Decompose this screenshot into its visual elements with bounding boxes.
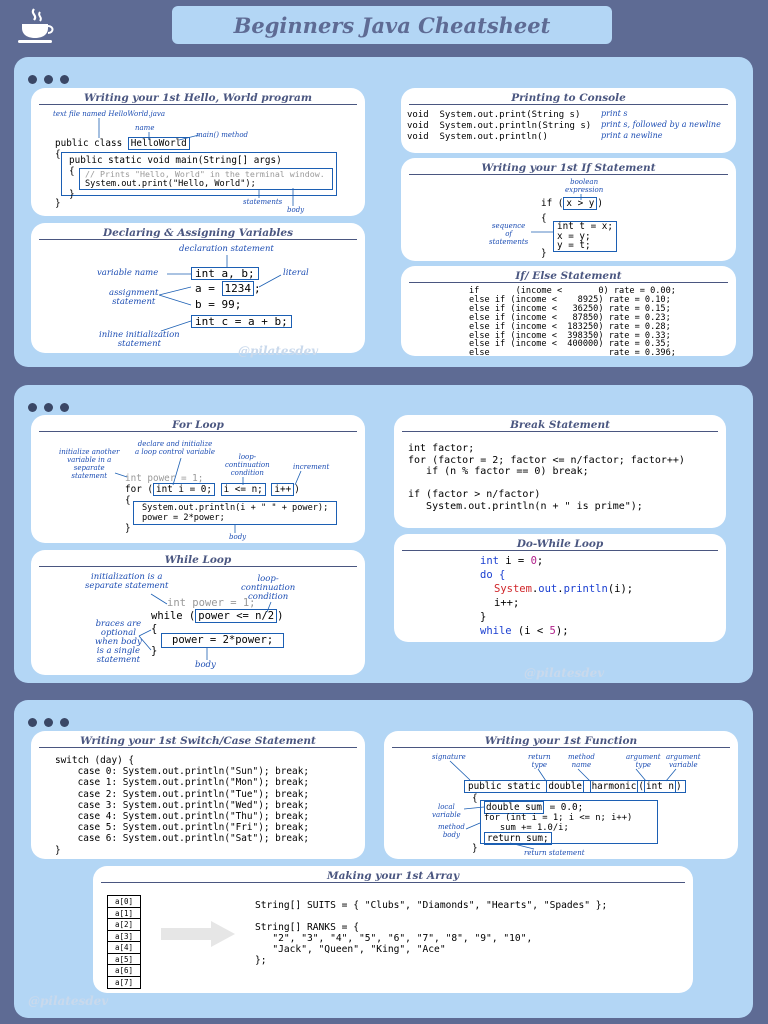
card-while-loop bbox=[31, 550, 365, 675]
return-type-box: double bbox=[548, 781, 582, 792]
code-text: { bbox=[69, 166, 75, 177]
array-cell: a[0] bbox=[108, 896, 140, 908]
card-if-else bbox=[401, 266, 736, 356]
panel-advanced bbox=[14, 700, 753, 1018]
code-text: ) bbox=[277, 610, 284, 622]
code-signature bbox=[464, 780, 686, 793]
code-text: { bbox=[541, 213, 547, 224]
page-title: Beginners Java Cheatsheet bbox=[233, 12, 551, 38]
window-dots bbox=[28, 397, 76, 416]
method-name-box: harmonic bbox=[591, 781, 637, 792]
card-title: Making your 1st Array bbox=[101, 866, 685, 883]
code-text: { bbox=[472, 793, 478, 804]
code-text: } bbox=[125, 523, 131, 534]
code-text: . bbox=[531, 583, 539, 595]
window-dots bbox=[28, 69, 76, 88]
code-text: ) bbox=[597, 198, 603, 209]
array-cell: a[5] bbox=[108, 954, 140, 966]
note-return-statement: return statement bbox=[524, 849, 585, 857]
note-return-type: return type bbox=[528, 753, 551, 769]
code-main-signature: public static void main(String[] args) bbox=[69, 155, 282, 166]
code-for: for (int i = 1; i <= n; i++) sum += 1.0/i; bbox=[484, 813, 633, 833]
code-local-var bbox=[484, 802, 583, 813]
code-inline: int c = a + b; bbox=[191, 315, 292, 328]
print-desc: print s, followed by a newline bbox=[601, 120, 721, 129]
note-arg-var: argument variable bbox=[666, 753, 701, 769]
code-text: ); bbox=[555, 625, 569, 637]
code-swap: int t = x; x = y; y = t; bbox=[553, 221, 617, 252]
card-declaring-variables bbox=[31, 223, 365, 353]
page-title-bar bbox=[172, 6, 612, 44]
card-title: Declaring & Assigning Variables bbox=[39, 223, 357, 240]
note-file: text file named HelloWorld.java bbox=[53, 110, 166, 118]
argument-box: int n bbox=[645, 781, 674, 792]
card-do-while bbox=[394, 534, 726, 642]
card-if-statement bbox=[401, 158, 736, 261]
code-text: public static bbox=[468, 781, 547, 792]
watermark: @pilatesdev bbox=[524, 666, 605, 680]
card-hello-world bbox=[31, 88, 365, 216]
card-title: If/ Else Statement bbox=[409, 266, 728, 283]
card-for-loop bbox=[31, 415, 365, 543]
code-text: = 0.0; bbox=[543, 802, 584, 813]
code-class-line bbox=[55, 138, 190, 149]
print-row bbox=[407, 121, 721, 132]
number: 0 bbox=[530, 555, 537, 567]
code-text: i = bbox=[498, 555, 531, 567]
code-text: System bbox=[494, 583, 532, 595]
code-text: out bbox=[538, 583, 558, 595]
note-condition: loop- continuation condition bbox=[241, 574, 296, 602]
array-cell: a[6] bbox=[108, 965, 140, 977]
code-dowhile-l6 bbox=[480, 624, 569, 638]
code-text: } bbox=[55, 198, 61, 209]
panel-loops bbox=[14, 385, 753, 683]
code-body: System.out.println(i + " " + power); power = 2*power; bbox=[133, 501, 337, 525]
note-arg-type: argument type bbox=[626, 753, 661, 769]
array-cell: a[2] bbox=[108, 919, 140, 931]
local-variable-box: double sum bbox=[486, 802, 542, 813]
code-assign-a bbox=[195, 283, 261, 294]
note-literal: literal bbox=[283, 268, 309, 278]
code-dowhile-l3 bbox=[494, 582, 633, 596]
code-text: ; bbox=[254, 282, 261, 295]
code-text: (i); bbox=[607, 583, 634, 595]
code-text: while ( bbox=[151, 610, 196, 622]
watermark: @pilatesdev bbox=[28, 994, 109, 1008]
card-array bbox=[93, 866, 693, 993]
note-method-body: method body bbox=[438, 823, 465, 839]
note-main: main() method bbox=[196, 131, 249, 139]
array-diagram bbox=[107, 895, 141, 989]
card-title: Writing your 1st Hello, World program bbox=[39, 88, 357, 105]
array-cell: a[1] bbox=[108, 908, 140, 920]
card-title: While Loop bbox=[39, 550, 357, 567]
code-break: int factor; for (factor = 2; factor <= n/factor; factor++) if (n % factor == 0) break; if (factor > n/factor) System.out.println(n + " is prime"); bbox=[408, 443, 685, 512]
code-init: int power = 1; bbox=[125, 473, 204, 484]
literal-value: 1234 bbox=[222, 281, 255, 296]
code-for-line bbox=[125, 484, 300, 495]
code-array: String[] SUITS = { "Clubs", "Diamonds", "Hearts", "Spades" }; String[] RANKS = { "2", "3", "4", "5", "6", "7", "8", "9", "10", "Jack", "Queen", "King", "Ace" }; bbox=[255, 900, 608, 966]
print-rows bbox=[407, 110, 721, 143]
java-coffee-cup-icon bbox=[14, 6, 58, 46]
note-statements: statements bbox=[243, 198, 283, 206]
code-text: for ( bbox=[125, 484, 153, 495]
code-text: ) bbox=[294, 484, 300, 495]
note-inline-init: inline initialization statement bbox=[99, 330, 180, 349]
card-title: Break Statement bbox=[402, 415, 718, 432]
code-return: return sum; bbox=[484, 832, 552, 845]
code-assign-b: b = 99; bbox=[195, 298, 242, 311]
window-dots bbox=[28, 712, 76, 731]
code-text: } bbox=[69, 189, 75, 200]
array-cell: a[3] bbox=[108, 931, 140, 943]
watermark: @pilatesdev bbox=[238, 344, 319, 358]
note-name: name bbox=[135, 124, 155, 132]
code-text: { bbox=[55, 149, 61, 160]
arrow-right-icon bbox=[161, 921, 237, 951]
card-function bbox=[384, 731, 738, 859]
card-printing-console bbox=[401, 88, 736, 153]
code-while-line bbox=[151, 611, 283, 622]
code-text: ) bbox=[675, 781, 682, 792]
note-method-name: method name bbox=[568, 753, 595, 769]
note-body: body bbox=[195, 660, 216, 670]
code-text: } bbox=[472, 843, 478, 854]
print-row bbox=[407, 132, 721, 143]
note-braces: braces are optional when body is a single statement bbox=[95, 619, 142, 665]
note-boolean: boolean expression bbox=[565, 178, 604, 194]
code-print: System.out.print("Hello, World"); bbox=[85, 179, 256, 189]
note-signature: signature bbox=[432, 753, 466, 761]
code-text: a = bbox=[195, 282, 222, 295]
increment-box: i++ bbox=[271, 483, 294, 496]
code-text: . bbox=[557, 583, 564, 595]
card-title: Do-While Loop bbox=[402, 534, 718, 551]
code-dowhile-l1 bbox=[480, 554, 543, 568]
note-declare: declare and initialize a loop control variable bbox=[135, 440, 216, 456]
note-init: initialization is a separate statement bbox=[85, 572, 169, 591]
card-switch-case bbox=[31, 731, 365, 859]
code-text: (i < bbox=[511, 625, 550, 637]
code-text: { bbox=[125, 495, 131, 506]
card-title: For Loop bbox=[39, 415, 357, 432]
condition-box: power <= n/2 bbox=[195, 609, 277, 623]
array-cell: a[4] bbox=[108, 942, 140, 954]
note-increment: increment bbox=[293, 463, 330, 471]
code-text: ( bbox=[638, 781, 644, 792]
code-if-line bbox=[541, 198, 603, 209]
code-init: int power = 1; bbox=[167, 597, 256, 609]
code-text: } bbox=[151, 645, 158, 657]
note-body: body bbox=[229, 533, 247, 541]
code-text: println bbox=[563, 583, 608, 595]
code-comment: // Prints "Hello, World" in the terminal window. bbox=[85, 169, 325, 179]
note-condition: loop- continuation condition bbox=[225, 453, 270, 477]
code-text: if ( bbox=[541, 198, 564, 209]
code-text: } bbox=[541, 248, 547, 259]
note-body: body bbox=[287, 206, 305, 214]
card-title: Writing your 1st Switch/Case Statement bbox=[39, 731, 357, 748]
init-box: int i = 0; bbox=[153, 483, 215, 496]
print-code: void System.out.println(String s) bbox=[407, 121, 592, 131]
code-dowhile-l4: i++; bbox=[494, 597, 520, 609]
note-assignment: assignment statement bbox=[109, 288, 159, 307]
print-code: void System.out.print(String s) bbox=[407, 110, 581, 120]
number: 5 bbox=[549, 625, 556, 637]
code-text: { bbox=[151, 623, 158, 635]
panel-basics bbox=[14, 57, 753, 367]
code-body: power = 2*power; bbox=[161, 633, 284, 648]
condition-box: i <= n; bbox=[221, 483, 266, 496]
print-code: void System.out.println() bbox=[407, 132, 548, 142]
code-switch: switch (day) { case 0: System.out.println("Sun"); break; case 1: System.out.println("Mon"); break; case 2: System.out.println("Tue"); break; case 3: System.out.println("Wed"); break; case 4: System.out.println("Thu"); break; case 5: System.out.println("Fri"); break; case 6: System.out.println("Sat"); break; } bbox=[55, 755, 309, 856]
card-title: Writing your 1st Function bbox=[392, 731, 730, 748]
code-dowhile-l5: } bbox=[480, 611, 487, 623]
code-dowhile-l2: do { bbox=[480, 569, 506, 581]
card-title: Printing to Console bbox=[409, 88, 728, 105]
print-desc: print a newline bbox=[601, 131, 663, 140]
card-title: Writing your 1st If Statement bbox=[409, 158, 728, 175]
code-if-else: if (income < 0) rate = 0.00; else if (income < 8925) rate = 0.10; else if (income < 36250) rate = 0.15; else if (income < 87850) rate = 0.23; else if (income < 183250) rate = 0.28; else if (income < 398350) rate = 0.33; else if (income < 400000) rate = 0.35; else rate = 0.396; bbox=[469, 286, 676, 356]
condition-box: x > y bbox=[563, 197, 597, 210]
note-local-var: local variable bbox=[432, 803, 461, 819]
code-text: public class bbox=[55, 138, 128, 149]
note-init-other: initialize another variable in a separate statement bbox=[59, 448, 120, 480]
note-declaration: declaration statement bbox=[179, 244, 274, 254]
code-text: ; bbox=[536, 555, 544, 567]
note-sequence: sequence of statements bbox=[489, 222, 529, 246]
keyword: while bbox=[480, 625, 512, 637]
code-declare: int a, b; bbox=[191, 267, 259, 280]
array-cell: a[7] bbox=[114, 977, 134, 987]
note-variable-name: variable name bbox=[97, 268, 159, 278]
keyword: int bbox=[480, 555, 499, 567]
class-name: HelloWorld bbox=[128, 137, 190, 150]
card-break-statement bbox=[394, 415, 726, 528]
print-desc: print s bbox=[601, 109, 628, 118]
